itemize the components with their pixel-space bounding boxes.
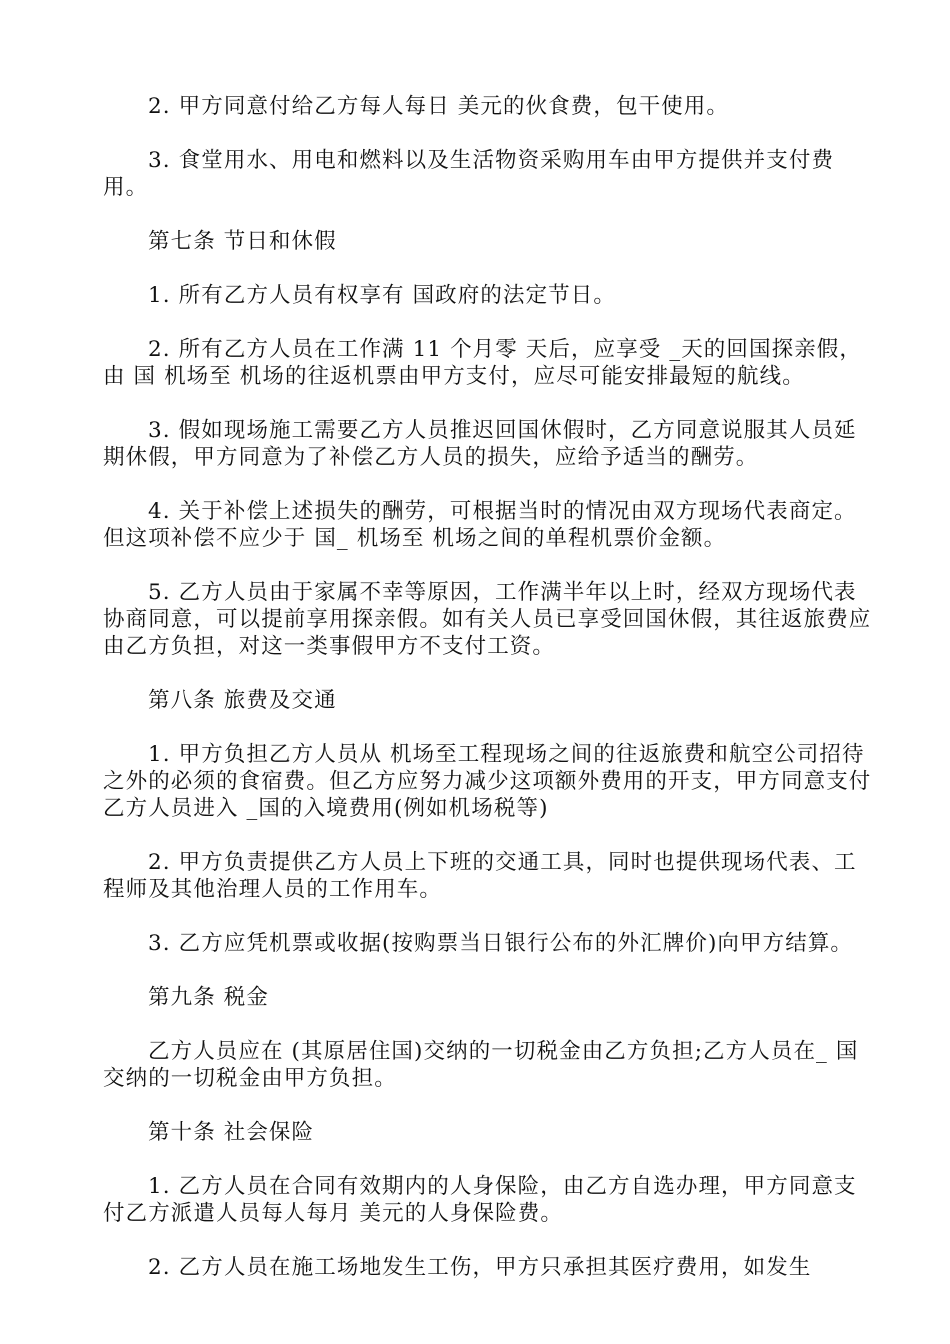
clause-paragraph: 3. 假如现场施工需要乙方人员推迟回国休假时，乙方同意说服其人员延期休假，甲方同意为了补偿乙方人员的损失，应给予适当的酬劳。 bbox=[103, 418, 857, 470]
clause-paragraph: 乙方人员应在 (其原居住国)交纳的一切税金由乙方负担;乙方人员在_ 国交纳的一切税金由甲方负担。 bbox=[103, 1039, 859, 1091]
article-heading: 第十条 社会保险 bbox=[148, 1120, 315, 1145]
clause-paragraph: 1. 甲方负担乙方人员从 机场至工程现场之间的往返旅费和航空公司招待之外的必须的食宿费。但乙方应努力减少这项额外费用的开支，甲方同意支付乙方人员进入 _国的入境费用(例如机场税等) bbox=[103, 742, 872, 821]
clause-paragraph: 1. 所有乙方人员有权享有 国政府的法定节日。 bbox=[148, 283, 616, 308]
clause-paragraph: 4. 关于补偿上述损失的酬劳，可根据当时的情况由双方现场代表商定。但这项补偿不应少于 国_ 机场至 机场之间的单程机票价金额。 bbox=[103, 499, 857, 551]
document-body bbox=[103, 93, 873, 1308]
clause-paragraph: 1. 乙方人员在合同有效期内的人身保险，由乙方自选办理，甲方同意支付乙方派遣人员每人每月 美元的人身保险费。 bbox=[103, 1174, 857, 1226]
clause-paragraph: 2. 所有乙方人员在工作满 11 个月零 天后，应享受 _天的回国探亲假，由 国 机场至 机场的往返机票由甲方支付，应尽可能安排最短的航线。 bbox=[103, 337, 862, 389]
clause-paragraph: 2. 甲方负责提供乙方人员上下班的交通工具，同时也提供现场代表、工程师及其他治理人员的工作用车。 bbox=[103, 850, 857, 902]
clause-paragraph: 5. 乙方人员由于家属不幸等原因，工作满半年以上时，经双方现场代表协商同意，可以提前享用探亲假。如有关人员已享受回国休假，其往返旅费应由乙方负担，对这一类事假甲方不支付工资。 bbox=[103, 580, 872, 659]
clause-paragraph: 2. 甲方同意付给乙方每人每日 美元的伙食费，包干使用。 bbox=[148, 94, 729, 119]
article-heading: 第七条 节日和休假 bbox=[148, 229, 337, 254]
clause-paragraph: 2. 乙方人员在施工场地发生工伤，甲方只承担其医疗费用，如发生 bbox=[148, 1255, 812, 1280]
article-heading: 第八条 旅费及交通 bbox=[148, 688, 337, 713]
article-heading: 第九条 税金 bbox=[148, 985, 269, 1010]
clause-paragraph: 3. 乙方应凭机票或收据(按购票当日银行公布的外汇牌价)向甲方结算。 bbox=[148, 931, 854, 956]
clause-paragraph: 3. 食堂用水、用电和燃料以及生活物资采购用车由甲方提供并支付费用。 bbox=[103, 148, 835, 200]
